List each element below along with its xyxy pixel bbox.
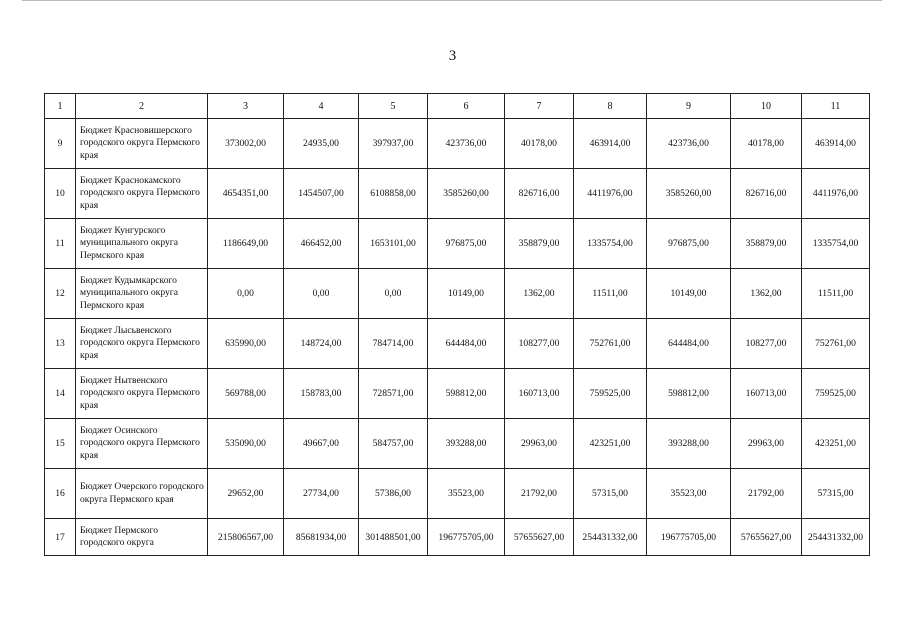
value-cell: 584757,00 bbox=[359, 419, 428, 469]
value-cell: 3585260,00 bbox=[428, 169, 505, 219]
header-cell: 6 bbox=[428, 94, 505, 119]
value-cell: 1186649,00 bbox=[208, 219, 284, 269]
value-cell: 49667,00 bbox=[284, 419, 359, 469]
value-cell: 358879,00 bbox=[731, 219, 802, 269]
header-cell: 9 bbox=[647, 94, 731, 119]
value-cell: 423251,00 bbox=[574, 419, 647, 469]
value-cell: 784714,00 bbox=[359, 319, 428, 369]
top-edge-rule bbox=[22, 0, 882, 1]
table-row bbox=[45, 319, 870, 369]
value-cell: 826716,00 bbox=[505, 169, 574, 219]
value-cell: 976875,00 bbox=[428, 219, 505, 269]
value-cell: 10149,00 bbox=[647, 269, 731, 319]
value-cell: 160713,00 bbox=[505, 369, 574, 419]
row-number-cell: 12 bbox=[45, 269, 76, 319]
table-body bbox=[45, 94, 870, 556]
value-cell: 29963,00 bbox=[731, 419, 802, 469]
value-cell: 644484,00 bbox=[647, 319, 731, 369]
table-row bbox=[45, 369, 870, 419]
value-cell: 728571,00 bbox=[359, 369, 428, 419]
value-cell: 85681934,00 bbox=[284, 519, 359, 556]
value-cell: 24935,00 bbox=[284, 119, 359, 169]
table-row bbox=[45, 219, 870, 269]
value-cell: 644484,00 bbox=[428, 319, 505, 369]
page-number: 3 bbox=[448, 48, 457, 64]
value-cell: 1362,00 bbox=[731, 269, 802, 319]
value-cell: 1454507,00 bbox=[284, 169, 359, 219]
value-cell: 301488501,00 bbox=[359, 519, 428, 556]
header-cell: 4 bbox=[284, 94, 359, 119]
header-cell: 1 bbox=[45, 94, 76, 119]
table-row bbox=[45, 469, 870, 519]
value-cell: 759525,00 bbox=[574, 369, 647, 419]
value-cell: 393288,00 bbox=[647, 419, 731, 469]
budget-table bbox=[44, 93, 870, 556]
value-cell: 373002,00 bbox=[208, 119, 284, 169]
table-row bbox=[45, 269, 870, 319]
value-cell: 254431332,00 bbox=[802, 519, 870, 556]
value-cell: 10149,00 bbox=[428, 269, 505, 319]
value-cell: 598812,00 bbox=[428, 369, 505, 419]
row-number-cell: 10 bbox=[45, 169, 76, 219]
budget-name-cell: Бюджет Краснокамского городского округа Пермского края bbox=[76, 169, 208, 219]
value-cell: 463914,00 bbox=[574, 119, 647, 169]
value-cell: 148724,00 bbox=[284, 319, 359, 369]
value-cell: 27734,00 bbox=[284, 469, 359, 519]
value-cell: 358879,00 bbox=[505, 219, 574, 269]
value-cell: 57386,00 bbox=[359, 469, 428, 519]
value-cell: 463914,00 bbox=[802, 119, 870, 169]
value-cell: 108277,00 bbox=[505, 319, 574, 369]
value-cell: 0,00 bbox=[284, 269, 359, 319]
value-cell: 40178,00 bbox=[731, 119, 802, 169]
value-cell: 423736,00 bbox=[647, 119, 731, 169]
value-cell: 4654351,00 bbox=[208, 169, 284, 219]
value-cell: 29963,00 bbox=[505, 419, 574, 469]
header-cell: 5 bbox=[359, 94, 428, 119]
value-cell: 0,00 bbox=[208, 269, 284, 319]
row-number-cell: 16 bbox=[45, 469, 76, 519]
value-cell: 1335754,00 bbox=[802, 219, 870, 269]
value-cell: 6108858,00 bbox=[359, 169, 428, 219]
value-cell: 423736,00 bbox=[428, 119, 505, 169]
header-cell: 7 bbox=[505, 94, 574, 119]
row-number-cell: 11 bbox=[45, 219, 76, 269]
value-cell: 40178,00 bbox=[505, 119, 574, 169]
value-cell: 11511,00 bbox=[802, 269, 870, 319]
value-cell: 57315,00 bbox=[802, 469, 870, 519]
value-cell: 35523,00 bbox=[428, 469, 505, 519]
value-cell: 759525,00 bbox=[802, 369, 870, 419]
value-cell: 466452,00 bbox=[284, 219, 359, 269]
budget-name-cell: Бюджет Нытвенского городского округа Пермского края bbox=[76, 369, 208, 419]
budget-name-cell: Бюджет Красновишерского городского округа Пермского края bbox=[76, 119, 208, 169]
value-cell: 635990,00 bbox=[208, 319, 284, 369]
value-cell: 976875,00 bbox=[647, 219, 731, 269]
value-cell: 393288,00 bbox=[428, 419, 505, 469]
value-cell: 21792,00 bbox=[731, 469, 802, 519]
value-cell: 158783,00 bbox=[284, 369, 359, 419]
value-cell: 57655627,00 bbox=[505, 519, 574, 556]
value-cell: 108277,00 bbox=[731, 319, 802, 369]
header-cell: 3 bbox=[208, 94, 284, 119]
value-cell: 57315,00 bbox=[574, 469, 647, 519]
header-cell: 8 bbox=[574, 94, 647, 119]
header-cell: 11 bbox=[802, 94, 870, 119]
value-cell: 4411976,00 bbox=[574, 169, 647, 219]
value-cell: 1362,00 bbox=[505, 269, 574, 319]
header-cell: 2 bbox=[76, 94, 208, 119]
value-cell: 1653101,00 bbox=[359, 219, 428, 269]
table-row bbox=[45, 519, 870, 556]
value-cell: 752761,00 bbox=[802, 319, 870, 369]
value-cell: 826716,00 bbox=[731, 169, 802, 219]
value-cell: 11511,00 bbox=[574, 269, 647, 319]
table-row bbox=[45, 419, 870, 469]
budget-name-cell: Бюджет Кудымкарского муниципального округа Пермского края bbox=[76, 269, 208, 319]
budget-name-cell: Бюджет Очерского городского округа Пермского края bbox=[76, 469, 208, 519]
row-number-cell: 13 bbox=[45, 319, 76, 369]
value-cell: 215806567,00 bbox=[208, 519, 284, 556]
value-cell: 1335754,00 bbox=[574, 219, 647, 269]
value-cell: 569788,00 bbox=[208, 369, 284, 419]
value-cell: 3585260,00 bbox=[647, 169, 731, 219]
value-cell: 397937,00 bbox=[359, 119, 428, 169]
budget-name-cell: Бюджет Кунгурского муниципального округа Пермского края bbox=[76, 219, 208, 269]
value-cell: 423251,00 bbox=[802, 419, 870, 469]
row-number-cell: 14 bbox=[45, 369, 76, 419]
value-cell: 196775705,00 bbox=[428, 519, 505, 556]
value-cell: 35523,00 bbox=[647, 469, 731, 519]
value-cell: 535090,00 bbox=[208, 419, 284, 469]
budget-name-cell: Бюджет Осинского городского округа Пермского края bbox=[76, 419, 208, 469]
value-cell: 57655627,00 bbox=[731, 519, 802, 556]
value-cell: 598812,00 bbox=[647, 369, 731, 419]
budget-name-cell: Бюджет Пермского городского округа bbox=[76, 519, 208, 556]
row-number-cell: 9 bbox=[45, 119, 76, 169]
header-cell: 10 bbox=[731, 94, 802, 119]
header-row bbox=[45, 94, 870, 119]
table-row bbox=[45, 169, 870, 219]
budget-name-cell: Бюджет Лысьвенского городского округа Пермского края bbox=[76, 319, 208, 369]
row-number-cell: 17 bbox=[45, 519, 76, 556]
value-cell: 21792,00 bbox=[505, 469, 574, 519]
value-cell: 160713,00 bbox=[731, 369, 802, 419]
value-cell: 196775705,00 bbox=[647, 519, 731, 556]
table-row bbox=[45, 119, 870, 169]
value-cell: 752761,00 bbox=[574, 319, 647, 369]
row-number-cell: 15 bbox=[45, 419, 76, 469]
value-cell: 0,00 bbox=[359, 269, 428, 319]
value-cell: 4411976,00 bbox=[802, 169, 870, 219]
value-cell: 254431332,00 bbox=[574, 519, 647, 556]
value-cell: 29652,00 bbox=[208, 469, 284, 519]
